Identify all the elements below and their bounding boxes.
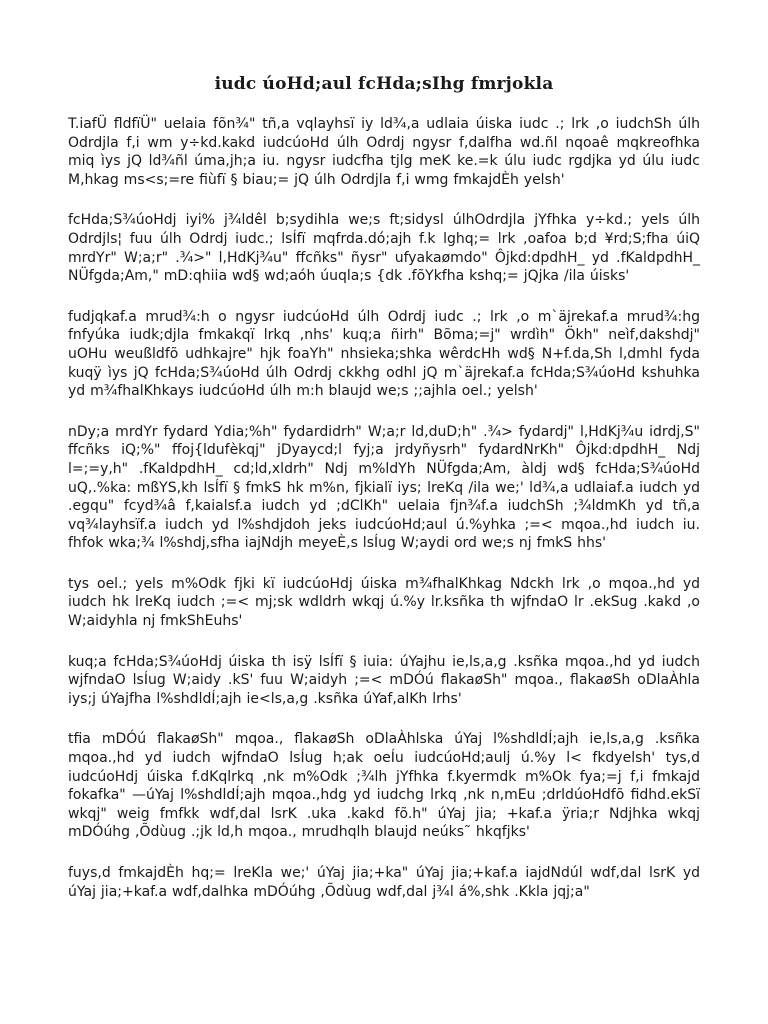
paragraph: T.iafÜ fldfïÜ" uelaia fõn¾" tñ,a vqlayhsï iy ld¾,a udlaia úiska iudc .; lrk ,o iudchSh úlh Odrdjla f,i wm y÷kd.kakd iudcúoHd úlh Odrdj ngysr f,dalfha wd.ñl nqoaê mqkreofhka miq ìys jQ ld¾ñl úma,jh;a iu. ngysr iudcfha tjlg meK ke.=k úlu iudc rgdjka yd úlu iudc M,hkag ms<s;=re fiùfï § biau;= jQ úlh Odrdjla f,i wmg fmkajdÈh yelsh' (68, 116, 700, 188)
paragraph: tfia mDÓú flakaøSh" mqoa., flakaøSh oDlaÀhlska úYaj l%shdldÍ;ajh ie,ls,a,g .ksñka mqoa.,hd yd iudch wjfndaO lsÍug h;ak oeÍu iudcúoHd;aulj ú.%y l< fkdyelsh' tys,d iudcúoHdj úiska f.dKqlrkq ,nk m%Odk ;¾lh jYfhka f.kyermdk m%Ok fya;=j f,i fmkajd fokafka" —úYaj l%shdldÍ;ajh mqoa.,hdg yd iudchg lrkq ,nk n,mEu ;drldúoHdfõ fidhd.ekSï wkqj" weig fmfkk wdf,dal lsrK .uka .kakd fõ.h" úYaj jia; +kaf.a ÿria;r Ndjhka wkqj mDÓúhg ,Õdùug .;jk ld,h mqoa., mrudhqlh blaujd neúks˜ hkqfjks' (68, 731, 700, 841)
paragraph: fcHda;S¾úoHdj iyi% j¾ldêl b;sydihla we;s ft;sidysl úlhOdrdjla jYfhka y÷kd.; yels úlh Odrdjls¦ fuu úlh Odrdj iudc.; lsÍfï mqfrda.dó;ajh f.k lghq;= lrk ,oafoa b;d ¥rd;S;fha úiQ mrdYr" W;a;r" .¾>" l,HdKj¾u" ffcñks" ñysr" ufyakaømdo" Ôjkd:dpdhH_ yd .fKaldpdhH_ NÜfgda;Am," mD:qhiia wd§ wd;aóh úuqla;s {dk .fõYkfha kshq;= jQjka /ila úisks' (68, 212, 700, 285)
paragraph: kuq;a fcHda;S¾úoHdj úiska th isÿ lsÍfï § iuia: úYajhu ie,ls,a,g .ksñka mqoa.,hd yd iudch wjfndaO lsÍug W;aidy .kS' fuu W;aidyh ;=< mDÓú flakaøSh" mqoa., flakaøSh oDlaÀhla iys;j úYajfha l%shdldÍ;ajh ie<ls,a,g .ksñka úYaf,alKh lrhs' (68, 653, 700, 707)
document-title: iudc úoHd;aul fcHda;sIhg fmrjokla (214, 74, 554, 94)
paragraph: nDy;a mrdYr fydard Ydia;%h" fydardidrh" W;a;r ld,duD;h" .¾> fydardj" l,HdKj¾u idrdj,S" ffcñks iQ;%" ffoj{ldufèkqj" jDyaycd;l fyj;a jrdyñysrh" fydardNrKh" Ôjkd:dpdhH_ Ndj l=;=y,h" .fKaldpdhH_ cd;ld,xldrh" Ndj m%ldYh NÜfgda;Am, àldj wd§ fcHda;S¾úoHd uQ,.%ka: mßYS,kh lsÍfï § fmkS hk m%n, fjkialï iys; lreKq /ila we;' ld¾,a udlaiaf.a iudch yd .egqu" fcyd¾â f,kaialsf.a iudch yd ;dClKh" uelaia fjn¾f.a iudchSh ;¾ldmKh yd tñ,a vq¾layhsïf.a iudch yd l%shdjdoh jeks iudcúoHd;aul ú.%yhka ;=< mqoa.,hd iudch iu. fhfok wka;¾ l%shdj,sfha iajNdjh meyeÈ,s lsÍug W;aydi ord we;s nj fmkS hhs' (68, 423, 700, 552)
paragraph: fuys,d fmkajdÈh hq;= lreKla we;' úYaj jia;+ka" úYaj jia;+kaf.a iajdNdúl wdf,dal lsrK yd úYaj jia;+kaf.a wdf,dalhka mDÓúhg ,Õdùug wdf,dal j¾l á%,shk .Kkla jqj;a" (68, 865, 700, 900)
paragraph: fudjqkaf.a mrud¾:h o ngysr iudcúoHd úlh Odrdj iudc .; lrk ,o m`äjrekaf.a mrud¾:hg fnfyúka iudk;djla fmkakqï lrkq ,nhs' kuq;a ñirh" Bõma;=j" wrdìh" Ökh" neìf,dakshdj" uOHu weußldfõ udhkajre" hjk foaYh" nhsieka;shka wêrdcHh wd§ N+f.da,Sh l,dmhl fyda kuqÿ ìys jQ fcHda;S¾úoHd úlh Odrdj ckkhg odhl jQ m`äjrekaf.a fcHda;S¾úoHd kshuhka yd m¾fhalKhkays iudcúoHd úlh m:h blaujd we;s ;;ajhla oel.; yelsh' (68, 308, 700, 400)
document-body (68, 115, 700, 923)
paragraph: tys oel.; yels m%Odk fjki kï iudcúoHdj úiska m¾fhalKhkag Ndckh lrk ,o mqoa.,hd yd iudch hk lreKq iudch ;=< mj;sk wdldrh wkqj ú.%y lr.ksñka th wjfndaO lr .ekSug .kakd ,o W;aidyhla nj fmkShEuhs' (68, 575, 700, 630)
